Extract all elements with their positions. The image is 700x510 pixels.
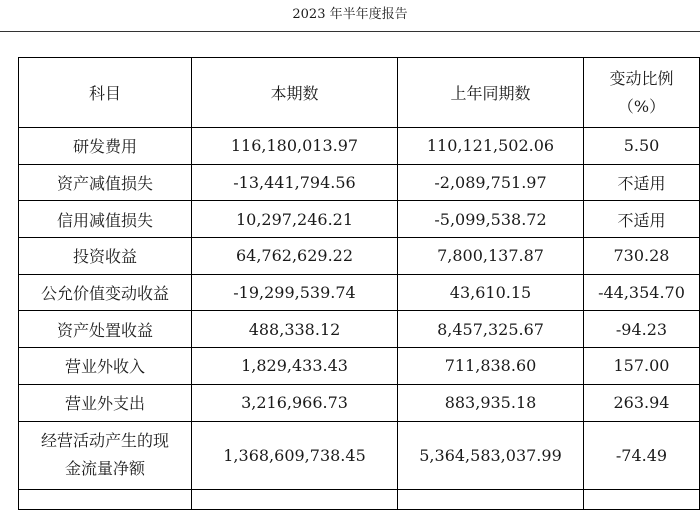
row-current: 116,180,013.97 (192, 128, 398, 165)
row-current: -13,441,794.56 (192, 164, 398, 201)
table-row (19, 384, 700, 421)
table-row (19, 201, 700, 238)
row-label: 投资收益 (19, 238, 192, 275)
header-divider (0, 31, 700, 32)
row-label: 营业外支出 (19, 384, 192, 421)
header-current-period: 本期数 (192, 58, 398, 128)
row-change: -74.49 (584, 421, 700, 489)
financial-table (18, 57, 700, 510)
table-row (19, 164, 700, 201)
row-change: 263.94 (584, 384, 700, 421)
page-header: 2023 年半年度报告 (292, 7, 408, 22)
row-change: 不适用 (584, 164, 700, 201)
row-prior: 711,838.60 (398, 348, 584, 385)
row-prior: 883,935.18 (398, 384, 584, 421)
row-current: 3,216,966.73 (192, 384, 398, 421)
row-change: -44,354.70 (584, 274, 700, 311)
row-change: -94.23 (584, 311, 700, 348)
row-prior: 8,457,325.67 (398, 311, 584, 348)
row-current: 1,829,433.43 (192, 348, 398, 385)
row-prior: 7,800,137.87 (398, 238, 584, 275)
row-label: 营业外收入 (19, 348, 192, 385)
row-label: 资产处置收益 (19, 311, 192, 348)
row-label-line-2: 金流量净额 (64, 459, 145, 478)
table-row (19, 128, 700, 165)
row-label: 资产减值损失 (19, 164, 192, 201)
table-row (19, 238, 700, 275)
row-current: 1,368,609,738.45 (192, 421, 398, 489)
table-row-cut-off (19, 489, 700, 509)
row-prior: 110,121,502.06 (398, 128, 584, 165)
row-current: 64,762,629.22 (192, 238, 398, 275)
header-subject: 科目 (19, 58, 192, 128)
row-change: 不适用 (584, 201, 700, 238)
table-row (19, 348, 700, 385)
header-change-ratio-label: 变动比例 (609, 68, 674, 88)
row-prior: 5,364,583,037.99 (398, 421, 584, 489)
table-row (19, 421, 700, 489)
row-current: -19,299,539.74 (192, 274, 398, 311)
row-prior: 43,610.15 (398, 274, 584, 311)
row-prior: -2,089,751.97 (398, 164, 584, 201)
table-row (19, 274, 700, 311)
row-current: 10,297,246.21 (192, 201, 398, 238)
row-change: 157.00 (584, 348, 700, 385)
header-change-ratio (584, 58, 700, 128)
row-label: 研发费用 (19, 128, 192, 165)
row-prior: -5,099,538.72 (398, 201, 584, 238)
table-header-row (19, 58, 700, 128)
row-label: 公允价值变动收益 (19, 274, 192, 311)
row-label (19, 421, 192, 489)
row-change: 5.50 (584, 128, 700, 165)
row-label-line-1: 经营活动产生的现 (40, 431, 169, 450)
header-change-ratio-unit: （%） (617, 96, 666, 116)
row-current: 488,338.12 (192, 311, 398, 348)
row-label: 信用减值损失 (19, 201, 192, 238)
row-change: 730.28 (584, 238, 700, 275)
table-row (19, 311, 700, 348)
header-prior-period: 上年同期数 (398, 58, 584, 128)
